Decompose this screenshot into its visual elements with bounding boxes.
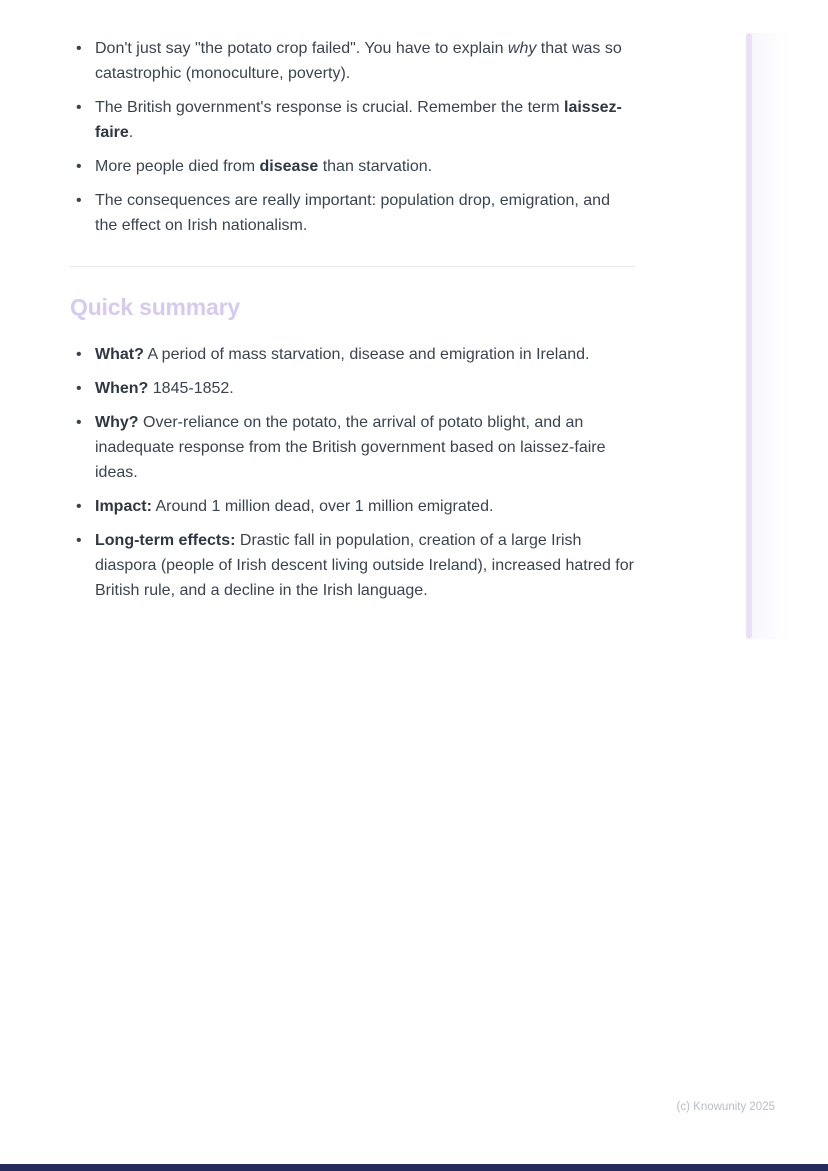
text-segment: Why? bbox=[95, 414, 139, 431]
text-segment: that was so catastrophic (monoculture, poverty). bbox=[95, 40, 622, 82]
list-item bbox=[70, 494, 635, 519]
list-item bbox=[70, 410, 635, 485]
text-segment: Impact: bbox=[95, 498, 152, 515]
text-segment: . bbox=[128, 124, 134, 141]
text-segment: When? bbox=[95, 380, 149, 397]
list-item bbox=[70, 376, 635, 401]
quick-summary-heading: Quick summary bbox=[70, 294, 240, 320]
text-segment: The British government's response is crucial. Remember the term bbox=[95, 99, 565, 116]
list-item bbox=[70, 342, 635, 367]
copyright-notice: (c) Knowunity 2025 bbox=[676, 1101, 775, 1113]
text-segment: Don't just say "the potato crop failed". You have to explain bbox=[95, 40, 508, 57]
text-segment: More people died from bbox=[95, 158, 260, 175]
text-segment: laissez-faire bbox=[95, 99, 622, 141]
text-segment: than starvation. bbox=[318, 158, 433, 175]
text-segment: A period of mass starvation, disease and emigration in Ireland. bbox=[143, 346, 590, 363]
list-item bbox=[70, 528, 635, 603]
text-segment: Over-reliance on the potato, the arrival of potato blight, and an inadequate response from the British government based on laissez-faire ideas. bbox=[95, 414, 606, 481]
list-item bbox=[70, 188, 635, 238]
text-segment: Long-term effects: bbox=[95, 532, 236, 549]
list-item bbox=[70, 154, 635, 179]
text-segment: why bbox=[507, 40, 537, 57]
page-bottom-bar bbox=[0, 1164, 828, 1171]
page-content bbox=[70, 36, 635, 612]
text-segment: The consequences are really important: population drop, emigration, and the effect on Irish nationalism. bbox=[95, 192, 610, 234]
text-segment: Drastic fall in population, creation of a large Irish diaspora (people of Irish descent living outside Ireland), increased hatred for British rule, and a decline in the Irish language. bbox=[95, 532, 634, 599]
text-segment: disease bbox=[259, 158, 319, 175]
list-item bbox=[70, 36, 635, 86]
text-segment: 1845-1852. bbox=[148, 380, 234, 397]
text-segment: Around 1 million dead, over 1 million emigrated. bbox=[151, 498, 494, 515]
list-item bbox=[70, 95, 635, 145]
scrollbar-thumb[interactable] bbox=[746, 33, 752, 639]
exam-tips-list bbox=[70, 36, 635, 238]
text-segment: What? bbox=[95, 346, 144, 363]
quick-summary-list bbox=[70, 342, 635, 603]
section-divider bbox=[70, 266, 635, 267]
scrollbar-track bbox=[752, 33, 789, 639]
